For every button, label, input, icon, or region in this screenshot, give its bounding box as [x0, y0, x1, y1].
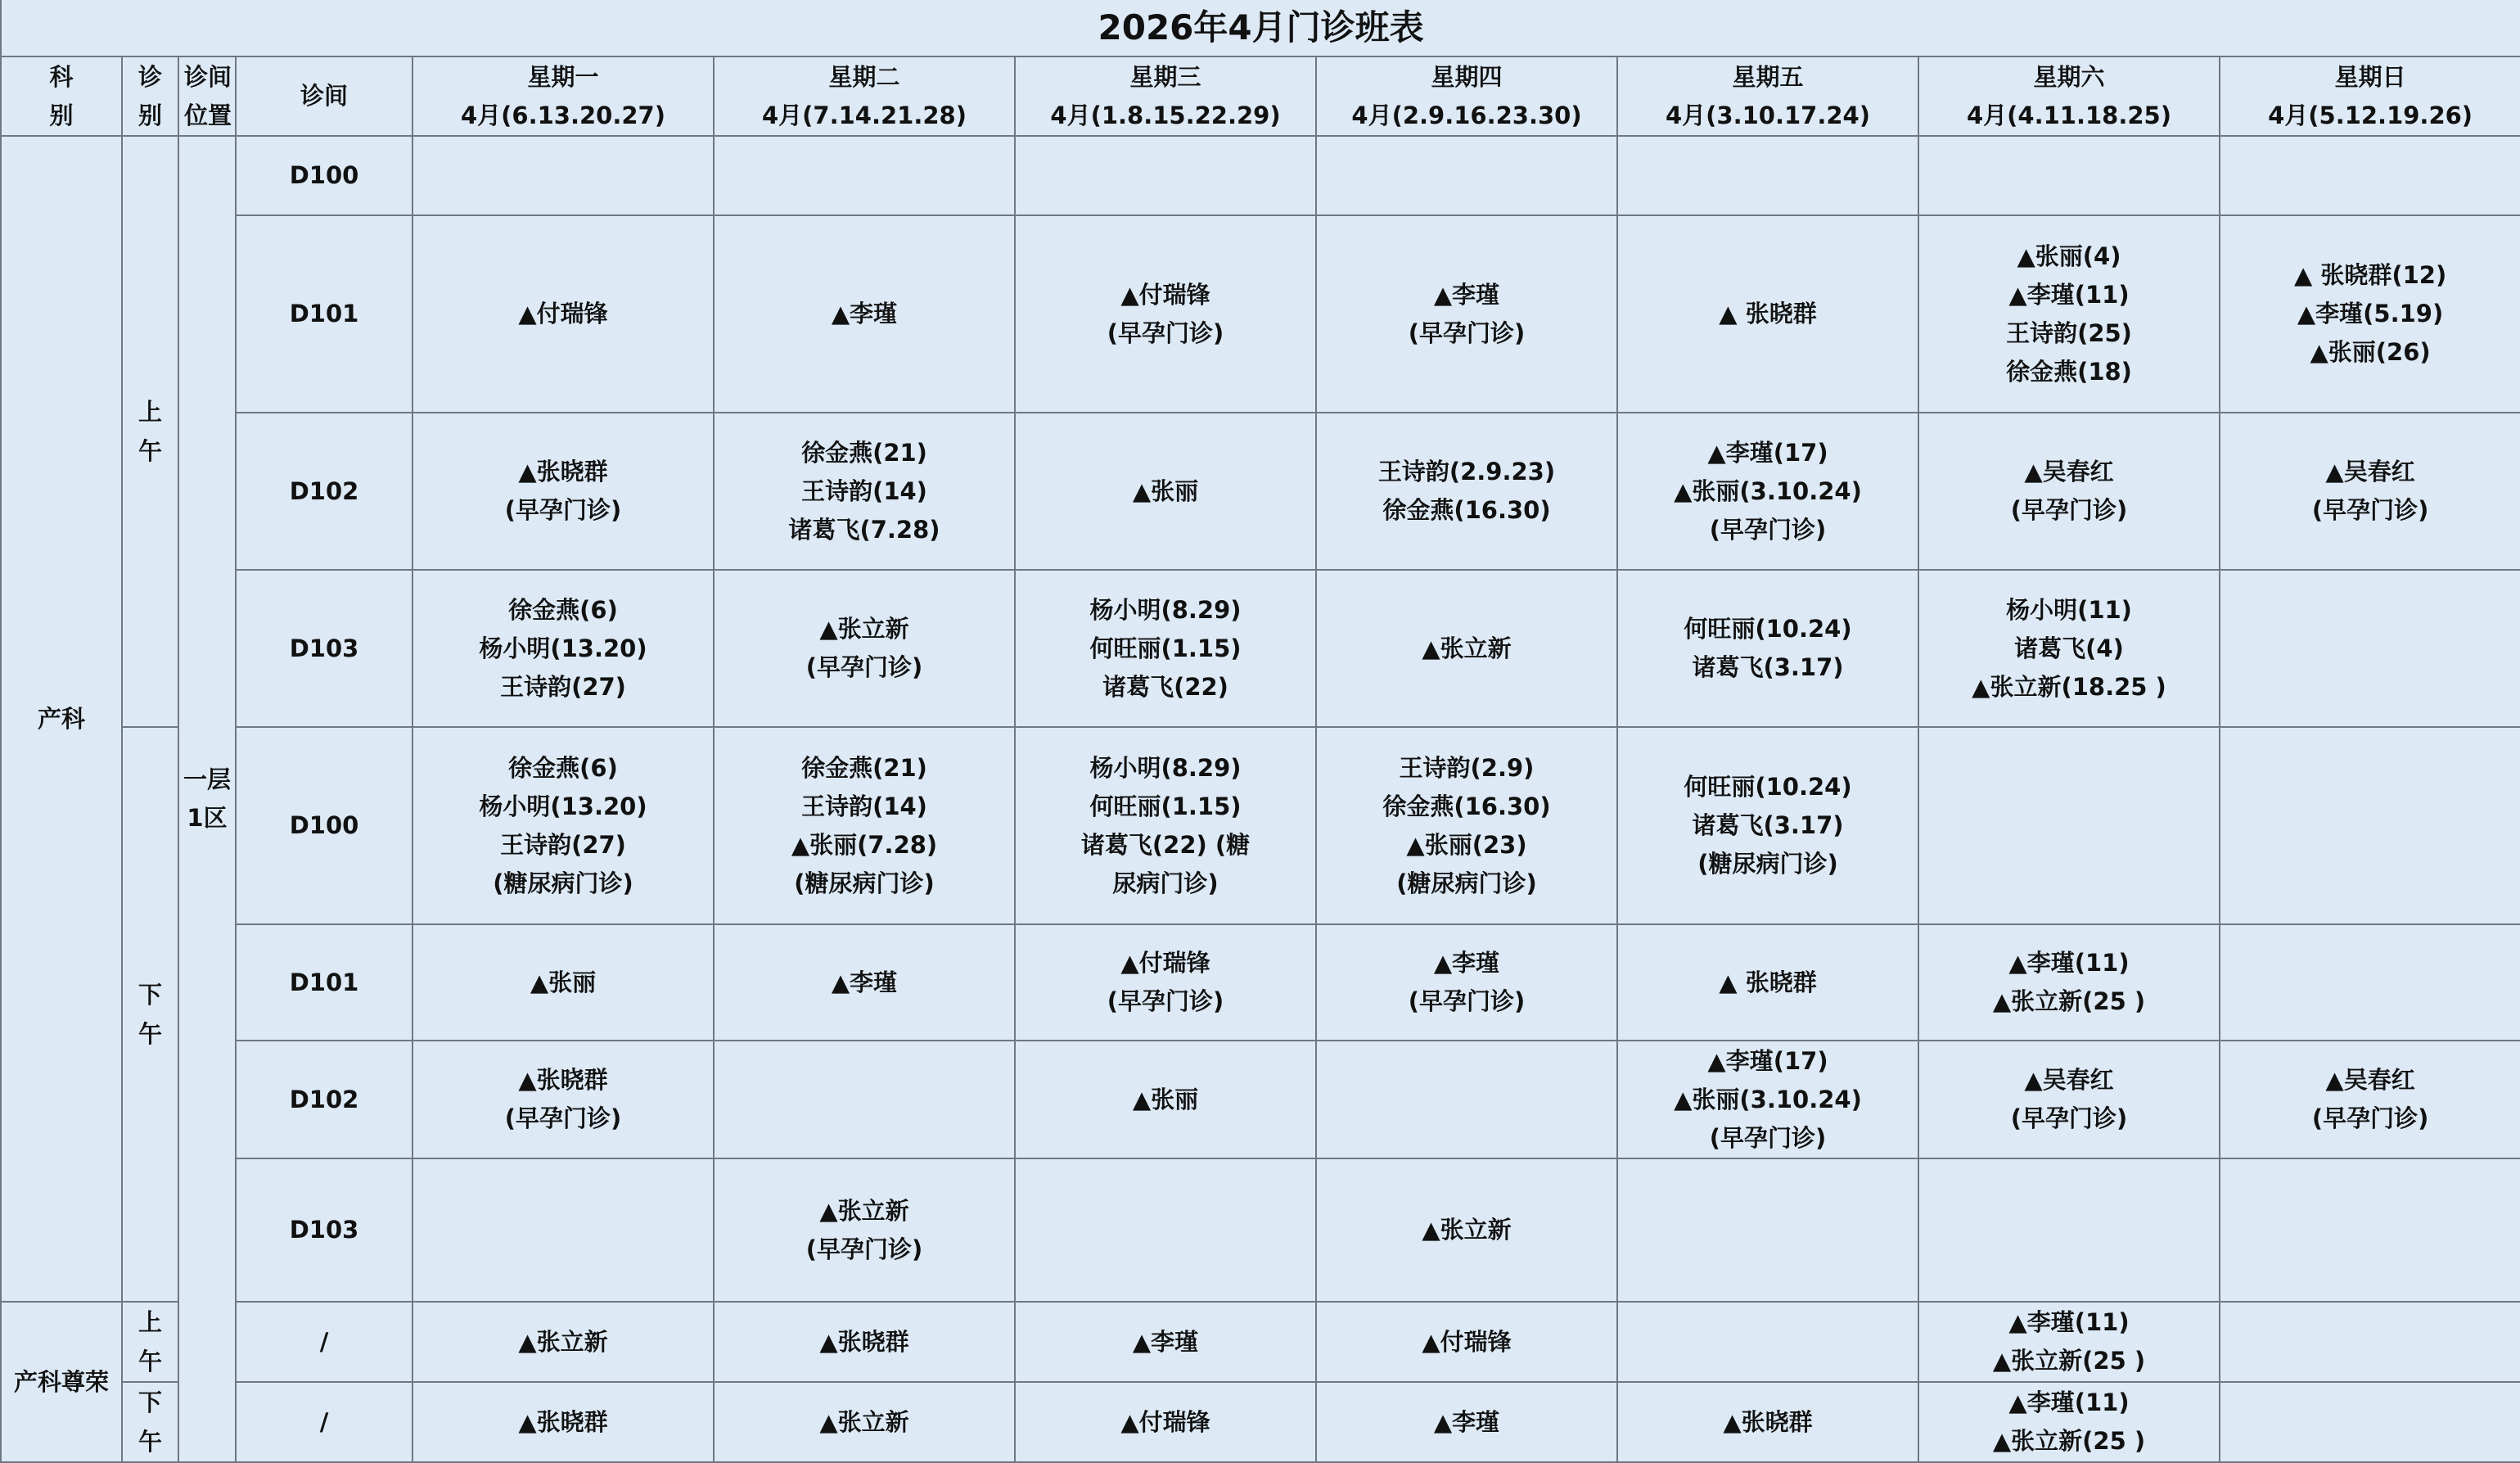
room-cell: D100: [236, 727, 412, 924]
doctor-entry: ▲张晓群: [1723, 1407, 1813, 1436]
doctor-entry: ▲ 张晓群: [1719, 968, 1817, 996]
doctor-entry: ▲张立新(25 ): [1992, 1347, 2146, 1375]
schedule-cell-sat: [1918, 727, 2220, 924]
schedule-cell-sat: [1918, 1302, 2220, 1382]
doctor-entry: (早孕门诊): [1107, 318, 1224, 347]
doctor-entry: ▲李瑾(11): [2008, 949, 2130, 977]
doctor-entry: (糖尿病门诊): [493, 869, 633, 897]
doctor-entry: ▲张晓群: [518, 1407, 608, 1436]
schedule-cell-mon: [412, 136, 714, 215]
schedule-cell-sat: [1918, 215, 2220, 413]
doctor-entry: (早孕门诊): [2311, 1104, 2429, 1132]
schedule-cell-fri: [1617, 1158, 1918, 1302]
schedule-cell-fri: [1617, 1382, 1918, 1462]
doctor-entry: (早孕门诊): [1107, 987, 1224, 1015]
doctor-entry: ▲李瑾: [1132, 1327, 1199, 1356]
schedule-cell-sat: [1918, 1382, 2220, 1462]
header-day-wed: 星期三 4月(1.8.15.22.29): [1015, 56, 1316, 136]
doctor-entry: 杨小明(11): [2006, 595, 2132, 624]
schedule-cell-tue: [714, 1382, 1015, 1462]
doctor-entry: ▲李瑾(11): [2008, 280, 2130, 309]
doctor-entry: (早孕门诊): [2010, 1104, 2128, 1132]
session-label: 午: [137, 1428, 162, 1456]
doctor-entry: (早孕门诊): [2010, 496, 2128, 524]
doctor-entry: ▲张丽: [1132, 476, 1199, 505]
doctor-entry: (早孕门诊): [805, 1235, 923, 1263]
schedule-cell-mon: [412, 924, 714, 1041]
doctor-entry: 诸葛飞(3.17): [1692, 653, 1844, 681]
doctor-entry: 王诗韵(27): [500, 672, 626, 701]
doctor-entry: (早孕门诊): [1709, 1123, 1827, 1152]
doctor-entry: 杨小明(8.29): [1089, 595, 1242, 624]
doctor-entry: ▲吴春红: [2325, 458, 2415, 485]
schedule-cell-thu: [1316, 727, 1617, 924]
schedule-cell-sat: [1918, 1041, 2220, 1158]
doctor-entry: 诸葛飞(22): [1102, 672, 1228, 701]
schedule-cell-mon: [412, 1158, 714, 1302]
doctor-entry: ▲吴春红: [2325, 1066, 2415, 1094]
doctor-entry: 王诗韵(25): [2006, 318, 2132, 347]
doctor-entry: ▲李瑾: [831, 300, 898, 327]
schedule-cell-fri: [1617, 215, 1918, 413]
schedule-cell-tue: [714, 727, 1015, 924]
schedule-cell-thu: [1316, 570, 1617, 727]
schedule-cell-tue: [714, 1158, 1015, 1302]
schedule-cell-sun: [2220, 1158, 2520, 1302]
doctor-entry: ▲李瑾(11): [2008, 1308, 2130, 1336]
department-cell: [1, 136, 122, 1302]
schedule-row: [1, 413, 2520, 570]
schedule-title: 2026年4月门诊班表: [1, 0, 2520, 56]
schedule-cell-mon: [412, 1041, 714, 1158]
doctor-entry: ▲张丽(7.28): [791, 830, 938, 859]
doctor-entry: ▲张立新: [1422, 634, 1512, 662]
department-cell: [1, 1302, 122, 1462]
schedule-cell-mon: [412, 1382, 714, 1462]
doctor-entry: ▲张丽(4): [2017, 242, 2121, 270]
schedule-row: [1, 924, 2520, 1041]
doctor-entry: 何旺丽(10.24): [1684, 615, 1852, 643]
doctor-entry: ▲张立新: [1422, 1216, 1512, 1244]
doctor-entry: ▲张丽(3.10.24): [1674, 1085, 1862, 1113]
doctor-entry: (糖尿病门诊): [1697, 850, 1838, 878]
schedule-cell-fri: [1617, 1302, 1918, 1382]
doctor-entry: ▲ 张晓群: [1719, 300, 1817, 327]
schedule-cell-tue: [714, 924, 1015, 1041]
position-cell: [178, 136, 236, 1462]
schedule-cell-wed: [1015, 1158, 1316, 1302]
schedule-cell-sun: [2220, 1302, 2520, 1382]
room-cell: D101: [236, 924, 412, 1041]
session-cell: [122, 1302, 178, 1382]
doctor-entry: 杨小明(13.20): [479, 634, 647, 662]
schedule-cell-wed: [1015, 215, 1316, 413]
schedule-cell-wed: [1015, 1302, 1316, 1382]
schedule-cell-thu: [1316, 215, 1617, 413]
schedule-cell-wed: [1015, 1382, 1316, 1462]
doctor-entry: ▲张丽(26): [2310, 338, 2431, 366]
schedule-cell-tue: [714, 215, 1015, 413]
doctor-entry: ▲张立新: [819, 1407, 909, 1436]
doctor-entry: ▲李瑾: [831, 968, 898, 996]
schedule-row: [1, 1158, 2520, 1302]
doctor-entry: 尿病门诊): [1112, 869, 1219, 897]
doctor-entry: ▲李瑾: [1433, 949, 1500, 977]
schedule-cell-sun: [2220, 413, 2520, 570]
doctor-entry: 何旺丽(1.15): [1089, 792, 1242, 820]
department-label: 产科: [37, 704, 85, 733]
header-dept: 科 别: [1, 56, 122, 136]
doctor-entry: 王诗韵(14): [801, 476, 927, 505]
doctor-entry: ▲李瑾(5.19): [2297, 300, 2444, 327]
doctor-entry: (早孕门诊): [2311, 496, 2429, 524]
doctor-entry: ▲吴春红: [2024, 458, 2114, 485]
header-room: 诊间: [236, 56, 412, 136]
schedule-cell-tue: [714, 413, 1015, 570]
schedule-cell-sat: [1918, 924, 2220, 1041]
session-label: 上: [137, 398, 162, 426]
schedule-cell-fri: [1617, 727, 1918, 924]
doctor-entry: 徐金燕(6): [508, 595, 618, 624]
doctor-entry: ▲张丽: [530, 968, 597, 996]
doctor-entry: ▲张立新(25 ): [1992, 987, 2146, 1015]
schedule-cell-thu: [1316, 1158, 1617, 1302]
room-cell: D102: [236, 1041, 412, 1158]
header-day-mon: 星期一 4月(6.13.20.27): [412, 56, 714, 136]
schedule-cell-sat: [1918, 413, 2220, 570]
schedule-cell-wed: [1015, 413, 1316, 570]
schedule-cell-fri: [1617, 136, 1918, 215]
doctor-entry: 杨小明(13.20): [479, 792, 647, 820]
doctor-entry: 王诗韵(27): [500, 830, 626, 859]
schedule-row: [1, 215, 2520, 413]
session-cell: [122, 727, 178, 1302]
doctor-entry: ▲张丽(23): [1406, 830, 1527, 859]
header-position: 诊间 位置: [178, 56, 236, 136]
schedule-cell-sun: [2220, 215, 2520, 413]
doctor-entry: 诸葛飞(22) (糖: [1080, 830, 1251, 859]
doctor-entry: 徐金燕(21): [801, 438, 927, 467]
doctor-entry: ▲张晓群: [819, 1327, 909, 1356]
doctor-entry: 诸葛飞(4): [2014, 634, 2124, 662]
session-label: 上: [137, 1308, 162, 1336]
header-row: [1, 56, 2520, 136]
schedule-cell-wed: [1015, 136, 1316, 215]
position-label: 一层: [183, 765, 231, 793]
doctor-entry: ▲付瑞锋: [1120, 1407, 1210, 1436]
schedule-cell-mon: [412, 1302, 714, 1382]
doctor-entry: 王诗韵(14): [801, 792, 927, 820]
doctor-entry: 杨小明(8.29): [1089, 753, 1242, 782]
schedule-cell-mon: [412, 570, 714, 727]
department-label: 产科尊荣: [13, 1367, 109, 1396]
doctor-entry: (早孕门诊): [1709, 515, 1827, 544]
doctor-entry: ▲张丽(3.10.24): [1674, 476, 1862, 505]
doctor-entry: ▲张立新(18.25 ): [1972, 672, 2166, 701]
doctor-entry: 徐金燕(16.30): [1382, 792, 1551, 820]
doctor-entry: ▲张立新: [518, 1327, 608, 1356]
schedule-row: [1, 1302, 2520, 1382]
doctor-entry: 诸葛飞(3.17): [1692, 811, 1844, 839]
doctor-entry: 何旺丽(10.24): [1684, 773, 1852, 801]
schedule-cell-tue: [714, 1302, 1015, 1382]
header-day-tue: 星期二 4月(7.14.21.28): [714, 56, 1015, 136]
header-day-sat: 星期六 4月(4.11.18.25): [1918, 56, 2220, 136]
header-session: 诊 别: [122, 56, 178, 136]
doctor-entry: 王诗韵(2.9): [1399, 753, 1535, 782]
doctor-entry: ▲李瑾(17): [1707, 1046, 1828, 1075]
session-label: 午: [137, 1020, 162, 1048]
schedule-cell-sun: [2220, 1382, 2520, 1462]
doctor-entry: ▲张晓群: [518, 1066, 608, 1094]
doctor-entry: (早孕门诊): [504, 496, 622, 524]
schedule-row: [1, 1382, 2520, 1462]
schedule-cell-thu: [1316, 136, 1617, 215]
schedule-cell-sun: [2220, 924, 2520, 1041]
doctor-entry: ▲吴春红: [2024, 1066, 2114, 1094]
doctor-entry: 徐金燕(6): [508, 753, 618, 782]
doctor-entry: ▲李瑾: [1433, 1407, 1500, 1436]
schedule-cell-sun: [2220, 570, 2520, 727]
doctor-entry: ▲张立新(25 ): [1992, 1427, 2146, 1455]
doctor-entry: (糖尿病门诊): [794, 869, 935, 897]
schedule-cell-sun: [2220, 136, 2520, 215]
header-day-thu: 星期四 4月(2.9.16.23.30): [1316, 56, 1617, 136]
header-day-sun: 星期日 4月(5.12.19.26): [2220, 56, 2520, 136]
doctor-entry: ▲付瑞锋: [1120, 280, 1210, 309]
schedule-cell-mon: [412, 215, 714, 413]
schedule-cell-sat: [1918, 136, 2220, 215]
schedule-cell-wed: [1015, 1041, 1316, 1158]
doctor-entry: ▲张立新: [819, 1196, 909, 1225]
doctor-entry: (早孕门诊): [1408, 987, 1526, 1015]
doctor-entry: (早孕门诊): [805, 653, 923, 681]
doctor-entry: (早孕门诊): [504, 1104, 622, 1132]
doctor-entry: ▲李瑾: [1433, 280, 1500, 309]
schedule-cell-tue: [714, 136, 1015, 215]
schedule-cell-thu: [1316, 1041, 1617, 1158]
room-cell: D102: [236, 413, 412, 570]
session-label: 午: [137, 437, 162, 465]
schedule-cell-wed: [1015, 924, 1316, 1041]
schedule-cell-fri: [1617, 1041, 1918, 1158]
schedule-cell-mon: [412, 727, 714, 924]
doctor-entry: 诸葛飞(7.28): [788, 515, 940, 544]
doctor-entry: 徐金燕(21): [801, 753, 927, 782]
doctor-entry: ▲李瑾(11): [2008, 1388, 2130, 1416]
schedule-cell-fri: [1617, 413, 1918, 570]
schedule-cell-wed: [1015, 727, 1316, 924]
schedule-cell-thu: [1316, 413, 1617, 570]
session-cell: [122, 136, 178, 727]
schedule-cell-tue: [714, 1041, 1015, 1158]
doctor-entry: ▲张立新: [819, 615, 909, 643]
schedule-row: [1, 570, 2520, 727]
room-cell: D103: [236, 1158, 412, 1302]
doctor-entry: (早孕门诊): [1408, 318, 1526, 347]
schedule-cell-sat: [1918, 570, 2220, 727]
schedule-cell-thu: [1316, 924, 1617, 1041]
room-cell: D103: [236, 570, 412, 727]
header-day-fri: 星期五 4月(3.10.17.24): [1617, 56, 1918, 136]
doctor-entry: ▲付瑞锋: [518, 300, 608, 327]
schedule-row: [1, 136, 2520, 215]
schedule-row: [1, 727, 2520, 924]
session-label: 下: [137, 1388, 162, 1416]
room-cell: D101: [236, 215, 412, 413]
session-label: 下: [137, 981, 162, 1009]
doctor-entry: 何旺丽(1.15): [1089, 634, 1242, 662]
position-label: 1区: [187, 804, 228, 832]
schedule-cell-tue: [714, 570, 1015, 727]
doctor-entry: ▲张晓群: [518, 458, 608, 485]
schedule-cell-fri: [1617, 570, 1918, 727]
room-cell: /: [236, 1302, 412, 1382]
doctor-entry: ▲付瑞锋: [1422, 1327, 1512, 1356]
schedule-cell-fri: [1617, 924, 1918, 1041]
schedule-cell-sat: [1918, 1158, 2220, 1302]
schedule-row: [1, 1041, 2520, 1158]
doctor-entry: (糖尿病门诊): [1396, 869, 1537, 897]
room-cell: D100: [236, 136, 412, 215]
schedule-cell-thu: [1316, 1382, 1617, 1462]
doctor-entry: 王诗韵(2.9.23): [1377, 458, 1556, 485]
doctor-entry: 徐金燕(18): [2006, 357, 2132, 386]
room-cell: /: [236, 1382, 412, 1462]
schedule-cell-mon: [412, 413, 714, 570]
doctor-entry: ▲ 张晓群(12): [2293, 261, 2447, 289]
session-cell: [122, 1382, 178, 1462]
schedule-cell-sun: [2220, 727, 2520, 924]
doctor-entry: ▲李瑾(17): [1707, 438, 1828, 467]
schedule-cell-thu: [1316, 1302, 1617, 1382]
schedule-cell-sun: [2220, 1041, 2520, 1158]
doctor-entry: ▲张丽: [1132, 1085, 1199, 1113]
session-label: 午: [137, 1348, 162, 1375]
doctor-entry: ▲付瑞锋: [1120, 949, 1210, 977]
doctor-entry: 徐金燕(16.30): [1382, 496, 1551, 524]
schedule-cell-wed: [1015, 570, 1316, 727]
